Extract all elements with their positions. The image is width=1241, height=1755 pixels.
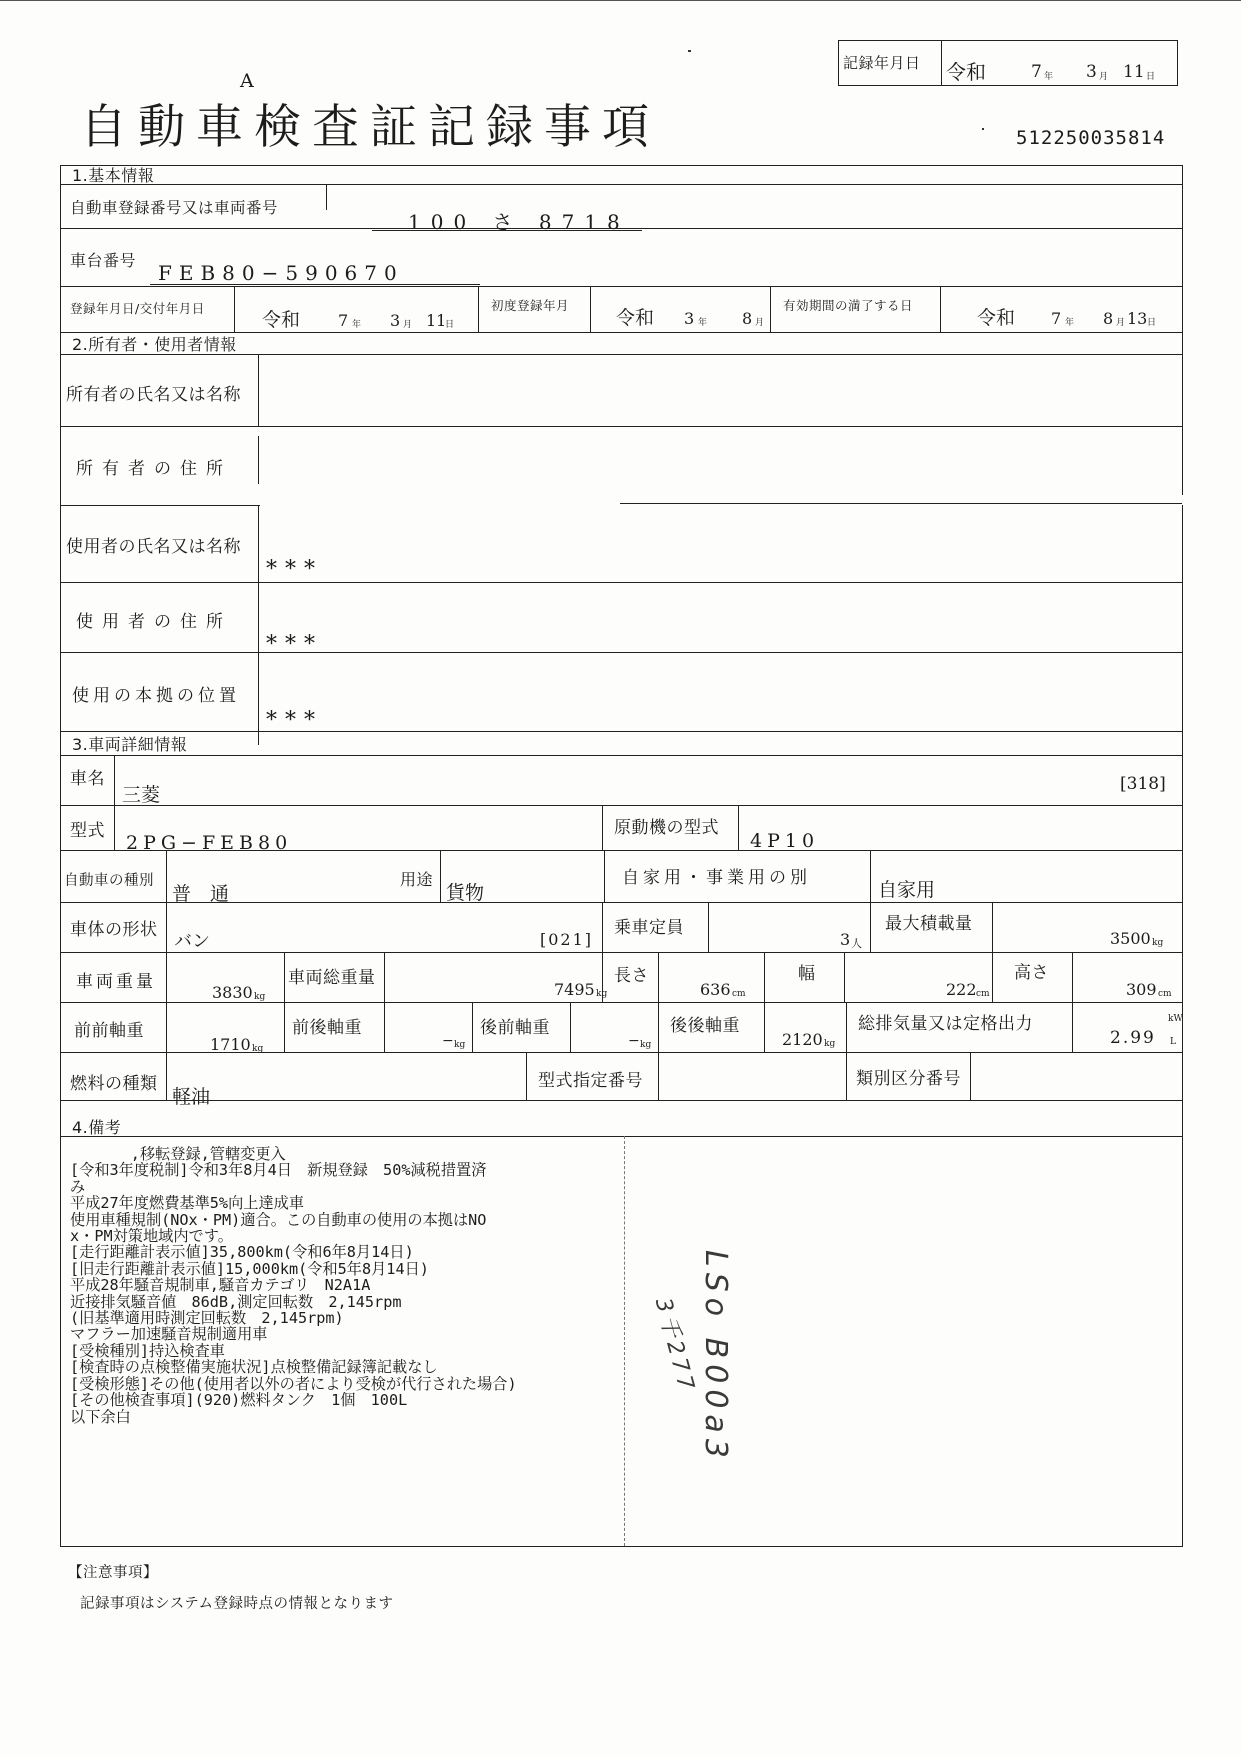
handwritten-note-1: LSo B00a3 (698, 1250, 733, 1464)
body-code: [021] (540, 930, 594, 949)
user-address-label: 使用者の住所 (76, 612, 232, 632)
base-location-label: 使用の本拠の位置 (72, 686, 240, 706)
notes-heading: 【注意事項】 (68, 1565, 158, 1581)
gross-label: 車両総重量 (288, 968, 376, 988)
remarks-line: [その他検査事項](920)燃料タンク 1個 100L (70, 1391, 408, 1410)
engine-label: 原動機の型式 (614, 818, 719, 838)
remarks-line: み (70, 1177, 86, 1196)
name-value: 三菱 (122, 784, 161, 806)
remarks-line: 以下余白 (70, 1407, 131, 1426)
section3-heading: 3.車両詳細情報 (72, 735, 188, 754)
kind-value: 普 通 (172, 883, 230, 905)
type-designation-label: 型式指定番号 (538, 1071, 643, 1091)
remarks-line: [令和3年度税制]令和3年8月4日 新規登録 50%減税措置済 (70, 1161, 487, 1180)
displacement-label: 総排気量又は定格出力 (858, 1014, 1033, 1034)
remarks-line: [走行距離計表示値]35,800km(令和6年8月14日) (70, 1243, 414, 1262)
remarks-line: [受検種別]持込検査車 (70, 1341, 225, 1360)
fuel-label: 燃料の種類 (70, 1074, 158, 1094)
handwritten-note-2: 3千277 (649, 1295, 700, 1397)
chassis-label: 車台番号 (70, 251, 137, 270)
owner-name-label: 所有者の氏名又は名称 (66, 385, 241, 405)
remarks-line: x・PM対策地域内です。 (70, 1227, 233, 1246)
remarks-line: 近接排気騒音値 86dB,測定回転数 2,145rpm (70, 1292, 402, 1311)
document-number: 512250035814 (1016, 127, 1166, 149)
remarks-line: マフラー加速騒音規制適用車 (70, 1325, 268, 1344)
reg-no-label: 自動車登録番号又は車両番号 (70, 199, 279, 217)
document-title: 自動車検査証記録事項 (80, 100, 660, 155)
scan-speck (688, 50, 691, 52)
chassis-value: FEB80−590670 (158, 261, 404, 285)
remarks-line: [旧走行距離計表示値]15,000km(令和5年8月14日) (70, 1259, 429, 1278)
fuel-value: 軽油 (172, 1086, 211, 1108)
engine-value: 4P10 (750, 830, 820, 852)
scan-speck (982, 128, 984, 130)
owner-address-label: 所有者の住所 (76, 459, 232, 479)
use-value: 貨物 (446, 882, 485, 904)
user-address-value: *** (266, 632, 323, 657)
name-label: 車名 (70, 769, 105, 789)
remarks-line: 平成28年騒音規制車,騒音カテゴリ N2A1A (70, 1276, 371, 1295)
user-name-label: 使用者の氏名又は名称 (66, 537, 241, 557)
body-value: バン (174, 931, 210, 952)
section2-heading: 2.所有者・使用者情報 (72, 335, 237, 354)
record-date-label: 記録年月日 (843, 54, 921, 72)
width-label: 幅 (798, 964, 816, 984)
remarks-line: [検査時の点検整備実施状況]点検整備記録簿記載なし (70, 1358, 438, 1377)
remarks-line: 平成27年度燃費基準5%向上達成車 (70, 1194, 305, 1213)
private-value: 自家用 (878, 879, 936, 901)
use-label: 用途 (400, 870, 434, 889)
capacity-label: 乗車定員 (614, 918, 684, 938)
notes-text: 記録事項はシステム登録時点の情報となります (80, 1596, 394, 1612)
section1-heading: 1.基本情報 (72, 166, 155, 185)
body-label: 車体の形状 (70, 920, 158, 940)
reg-no-value: 100 さ 8718 (408, 210, 630, 234)
ff-axle-label: 前前軸重 (74, 1021, 144, 1041)
scan-edge (0, 0, 1241, 1)
remarks-list (70, 1146, 517, 1425)
max-load-label: 最大積載量 (885, 914, 973, 934)
kind-label: 自動車の種別 (64, 873, 154, 889)
expiry-label: 有効期間の満了する日 (783, 298, 914, 313)
category-label: 類別区分番号 (856, 1069, 961, 1089)
height-label: 高さ (1014, 963, 1049, 983)
remarks-line: [受検形態]その他(使用者以外の者により受検が代行された場合) (70, 1374, 517, 1393)
length-label: 長さ (614, 966, 649, 986)
base-location-value: *** (266, 708, 323, 733)
section4-heading: 4.備考 (72, 1118, 122, 1137)
model-label: 型式 (70, 821, 105, 841)
page-mark: A (240, 70, 254, 92)
model-value: 2PG−FEB80 (126, 832, 293, 854)
rr-axle-label: 後後軸重 (670, 1016, 740, 1036)
name-code: [318] (1120, 774, 1166, 794)
rf-axle-label: 後前軸重 (480, 1018, 550, 1038)
reg-date-label: 登録年月日/交付年月日 (70, 301, 205, 316)
first-reg-label: 初度登録年月 (491, 298, 570, 313)
remarks-line: (旧基準適用時測定回転数 2,145rpm) (70, 1309, 344, 1328)
private-label: 自家用・事業用の別 (622, 868, 811, 888)
user-name-value: *** (266, 557, 323, 582)
fr-axle-label: 前後軸重 (292, 1018, 362, 1038)
remarks-line: ,移転登録,管轄変更入 (70, 1145, 286, 1163)
remarks-line: 使用車種規制(NOx・PM)適合。この自動車の使用の本拠はNO (70, 1210, 487, 1229)
weight-label: 車両重量 (76, 972, 156, 992)
